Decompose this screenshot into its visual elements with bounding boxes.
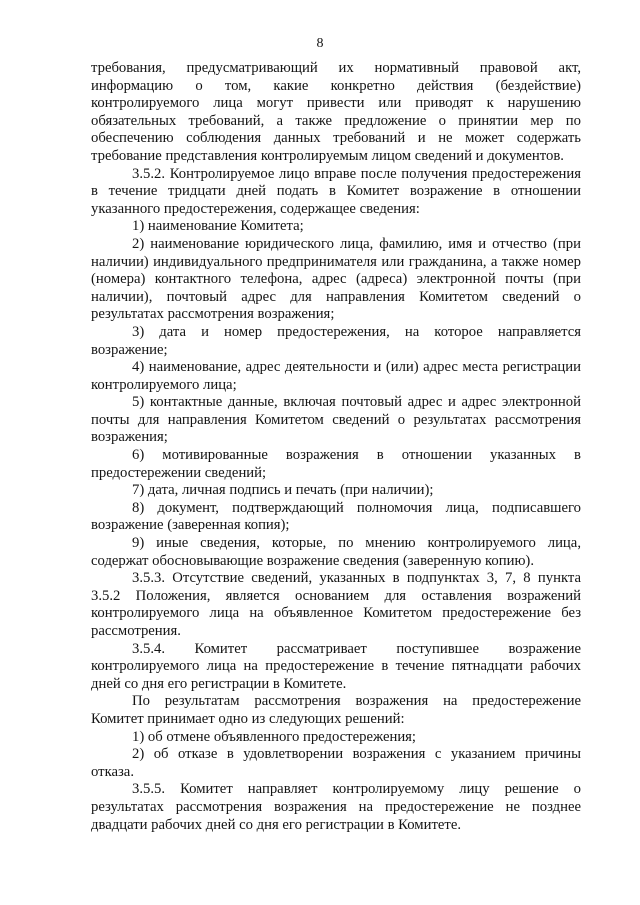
paragraph-results-intro: По результатам рассмотрения возражения на предостережение Комитет принимает одно из следующих решений:	[91, 693, 581, 727]
list-item-1: 1) наименование Комитета;	[132, 218, 304, 235]
paragraph-continuation: требования, предусматривающий их нормативный правовой акт, информацию о том, какие конкретно действия (бездействие) контролируемого лица могут привести или приводят к нарушению обязательных требований, а также предложение о принятии мер по обеспечению соблюдения данных требований и не может содержать требование представления контролируемым лицом сведений и документов.	[91, 60, 581, 164]
list-item-2: 2) наименование юридического лица, фамилию, имя и отчество (при наличии) индивидуального предпринимателя или гражданина, а также номер (номера) контактного телефона, адрес (адреса) электронной почты (при наличии), почтовый адрес для направления Комитетом сведений о результатах рассмотрения возражения;	[91, 235, 581, 323]
list-item-3: 3) дата и номер предостережения, на которое направляется возражение;	[91, 323, 581, 358]
paragraph-3-5-5: 3.5.5. Комитет направляет контролируемому лицу решение о результатах рассмотрения возражения на предостережение не позднее двадцати рабочих дней со дня его регистрации в Комитете.	[91, 781, 581, 833]
list-item-9: 9) иные сведения, которые, по мнению контролируемого лица, содержат обосновывающие возражение сведения (заверенную копию).	[91, 535, 581, 569]
list-item-7: 7) дата, личная подпись и печать (при наличии);	[132, 482, 434, 499]
decision-item-2: 2) об отказе в удовлетворении возражения с указанием причины отказа.	[91, 746, 581, 780]
document-body	[91, 60, 581, 834]
paragraph-3-5-2: 3.5.2. Контролируемое лицо вправе после получения предостережения в течение тридцати дней подать в Комитет возражение в отношении указанного предостережения, содержащее сведения:	[91, 165, 581, 217]
list-item-6: 6) мотивированные возражения в отношении указанных в предостережении сведений;	[91, 447, 581, 481]
paragraph-3-5-3: 3.5.3. Отсутствие сведений, указанных в подпунктах 3, 7, 8 пункта 3.5.2 Положения, является основанием для оставления возражений контролируемого лица на объявленное Комитетом предостережение без рассмотрения.	[91, 570, 581, 639]
list-item-4: 4) наименование, адрес деятельности и (или) адрес места регистрации контролируемого лица;	[91, 359, 581, 393]
paragraph-3-5-4: 3.5.4. Комитет рассматривает поступившее возражение контролируемого лица на предостережение в течение пятнадцати рабочих дней со дня его регистрации в Комитете.	[91, 640, 581, 692]
page-number: 8	[316, 36, 324, 51]
list-item-8: 8) документ, подтверждающий полномочия лица, подписавшего возражение (заверенная копия);	[91, 499, 581, 534]
decision-item-1: 1) об отмене объявленного предостережения;	[132, 728, 417, 745]
list-item-5: 5) контактные данные, включая почтовый адрес и адрес электронной почты для направления Комитетом сведений о результатах рассмотрения возражения;	[91, 394, 581, 446]
